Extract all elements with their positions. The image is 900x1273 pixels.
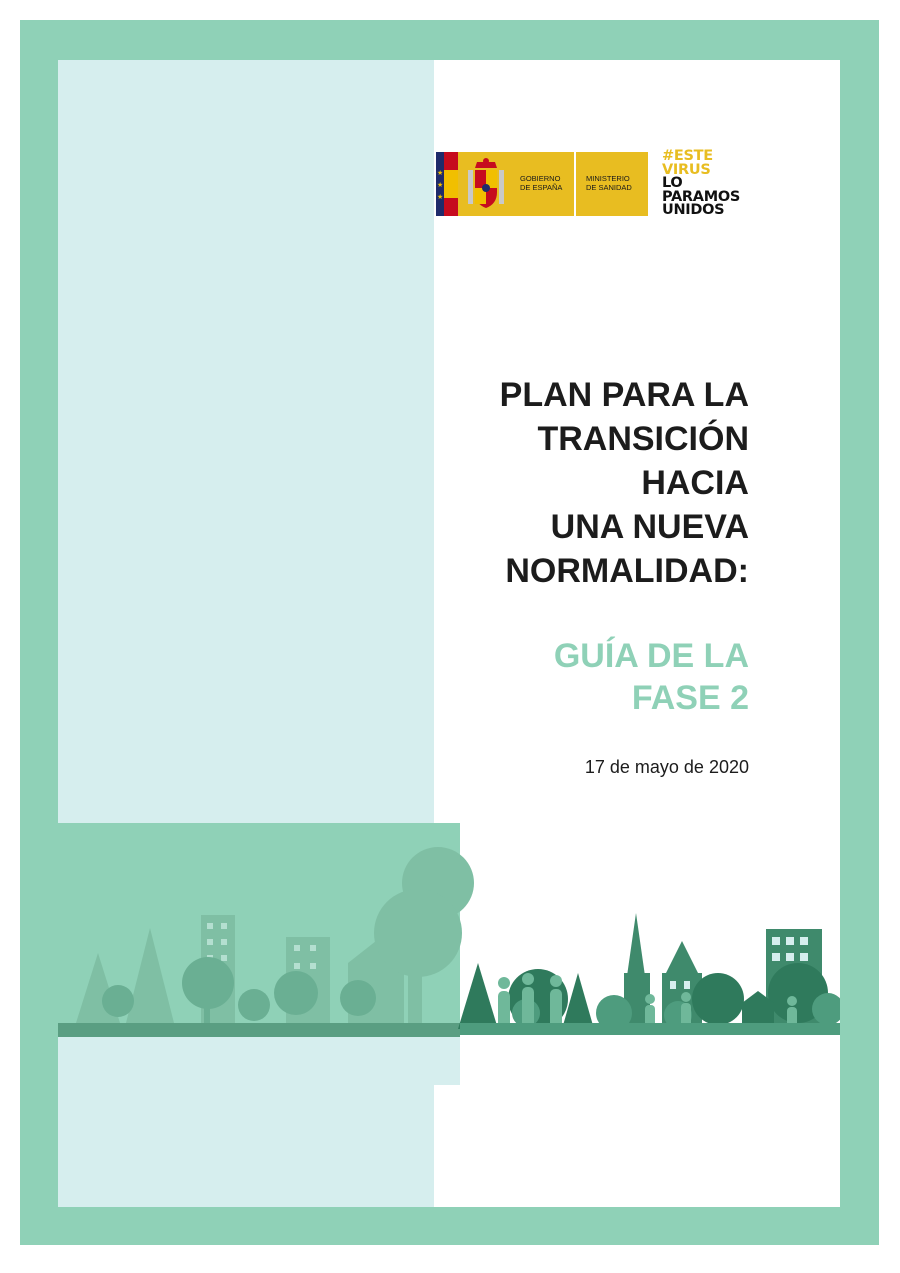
ministerio-label: MINISTERIO DE SANIDAD	[586, 174, 632, 192]
campaign-hashtag: #ESTE VIRUS LO PARAMOS UNIDOS	[662, 148, 741, 218]
spain-flag-icon: ★ ★ ★	[436, 152, 458, 216]
gobierno-logo	[458, 152, 574, 216]
city-park-illustration	[58, 823, 840, 1085]
ministerio-logo	[576, 152, 648, 216]
cover-page	[58, 60, 840, 1207]
document-subtitle: GUÍA DE LA FASE 2	[553, 637, 749, 717]
coat-of-arms-icon	[464, 156, 508, 212]
gobierno-label: GOBIERNO DE ESPAÑA	[520, 174, 563, 192]
logo-bar	[436, 148, 796, 218]
publication-date: 17 de mayo de 2020	[584, 757, 749, 777]
document-title: PLAN PARA LA TRANSICIÓN HACIA UNA NUEVA NORMALIDAD:	[499, 376, 749, 590]
